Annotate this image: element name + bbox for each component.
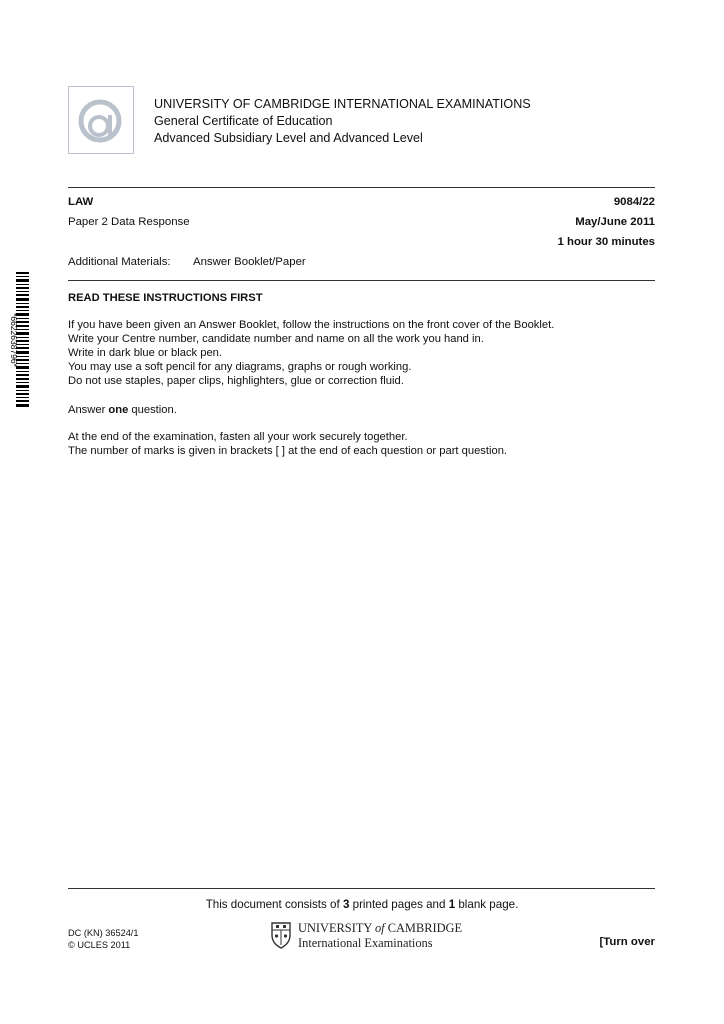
divider-top — [68, 187, 655, 188]
logo-line-2: International Examinations — [298, 935, 433, 950]
paper-title: Paper 2 Data Response — [68, 216, 190, 228]
instruction-line: You may use a soft pencil for any diagrams, graphs or rough working. — [68, 361, 412, 373]
end-instruction-line: The number of marks is given in brackets [ ] at the end of each question or part question. — [68, 445, 508, 457]
instruction-line: Write in dark blue or black pen. — [68, 347, 223, 359]
turn-over: [Turn over — [599, 936, 655, 948]
instructions-heading: READ THESE INSTRUCTIONS FIRST — [68, 292, 263, 304]
materials-label: Additional Materials: — [68, 256, 171, 268]
cambridge-footer-text — [298, 921, 462, 950]
paper-code: 9084/22 — [613, 196, 655, 208]
document-reference: DC (KN) 36524/1 — [68, 928, 139, 938]
cie-logo — [68, 86, 134, 154]
exam-session: May/June 2011 — [575, 216, 655, 228]
qualification: General Certificate of Education — [154, 114, 333, 128]
board-name: UNIVERSITY OF CAMBRIDGE INTERNATIONAL EXAMINATIONS — [154, 97, 531, 111]
logo-line-1: UNIVERSITY of CAMBRIDGE — [298, 921, 463, 935]
page-count-note: This document consists of 3 printed pages and 1 blank page. — [205, 898, 519, 911]
divider-instructions — [68, 280, 655, 281]
cambridge-footer-logo — [270, 921, 463, 954]
letter-a-logo-icon — [69, 87, 132, 152]
barcode — [6, 270, 30, 410]
subject: LAW — [68, 196, 94, 208]
instruction-line: Do not use staples, paper clips, highlighters, glue or correction fluid. — [68, 375, 404, 387]
barcode-number: *6622638796* — [9, 313, 19, 367]
cambridge-crest-icon — [270, 921, 292, 949]
end-instruction-line: At the end of the examination, fasten all your work securely together. — [68, 431, 408, 443]
answer-instruction: Answer one question. — [68, 404, 177, 416]
copyright: © UCLES 2011 — [68, 940, 131, 950]
level: Advanced Subsidiary Level and Advanced Level — [154, 131, 423, 145]
divider-footer — [68, 888, 655, 889]
materials-value: Answer Booklet/Paper — [193, 256, 306, 268]
instruction-line: Write your Centre number, candidate number and name on all the work you hand in. — [68, 333, 484, 345]
barcode-graphic — [6, 270, 30, 410]
exam-duration: 1 hour 30 minutes — [557, 236, 655, 248]
instruction-line: If you have been given an Answer Booklet, follow the instructions on the front cover of the Booklet. — [68, 319, 555, 331]
